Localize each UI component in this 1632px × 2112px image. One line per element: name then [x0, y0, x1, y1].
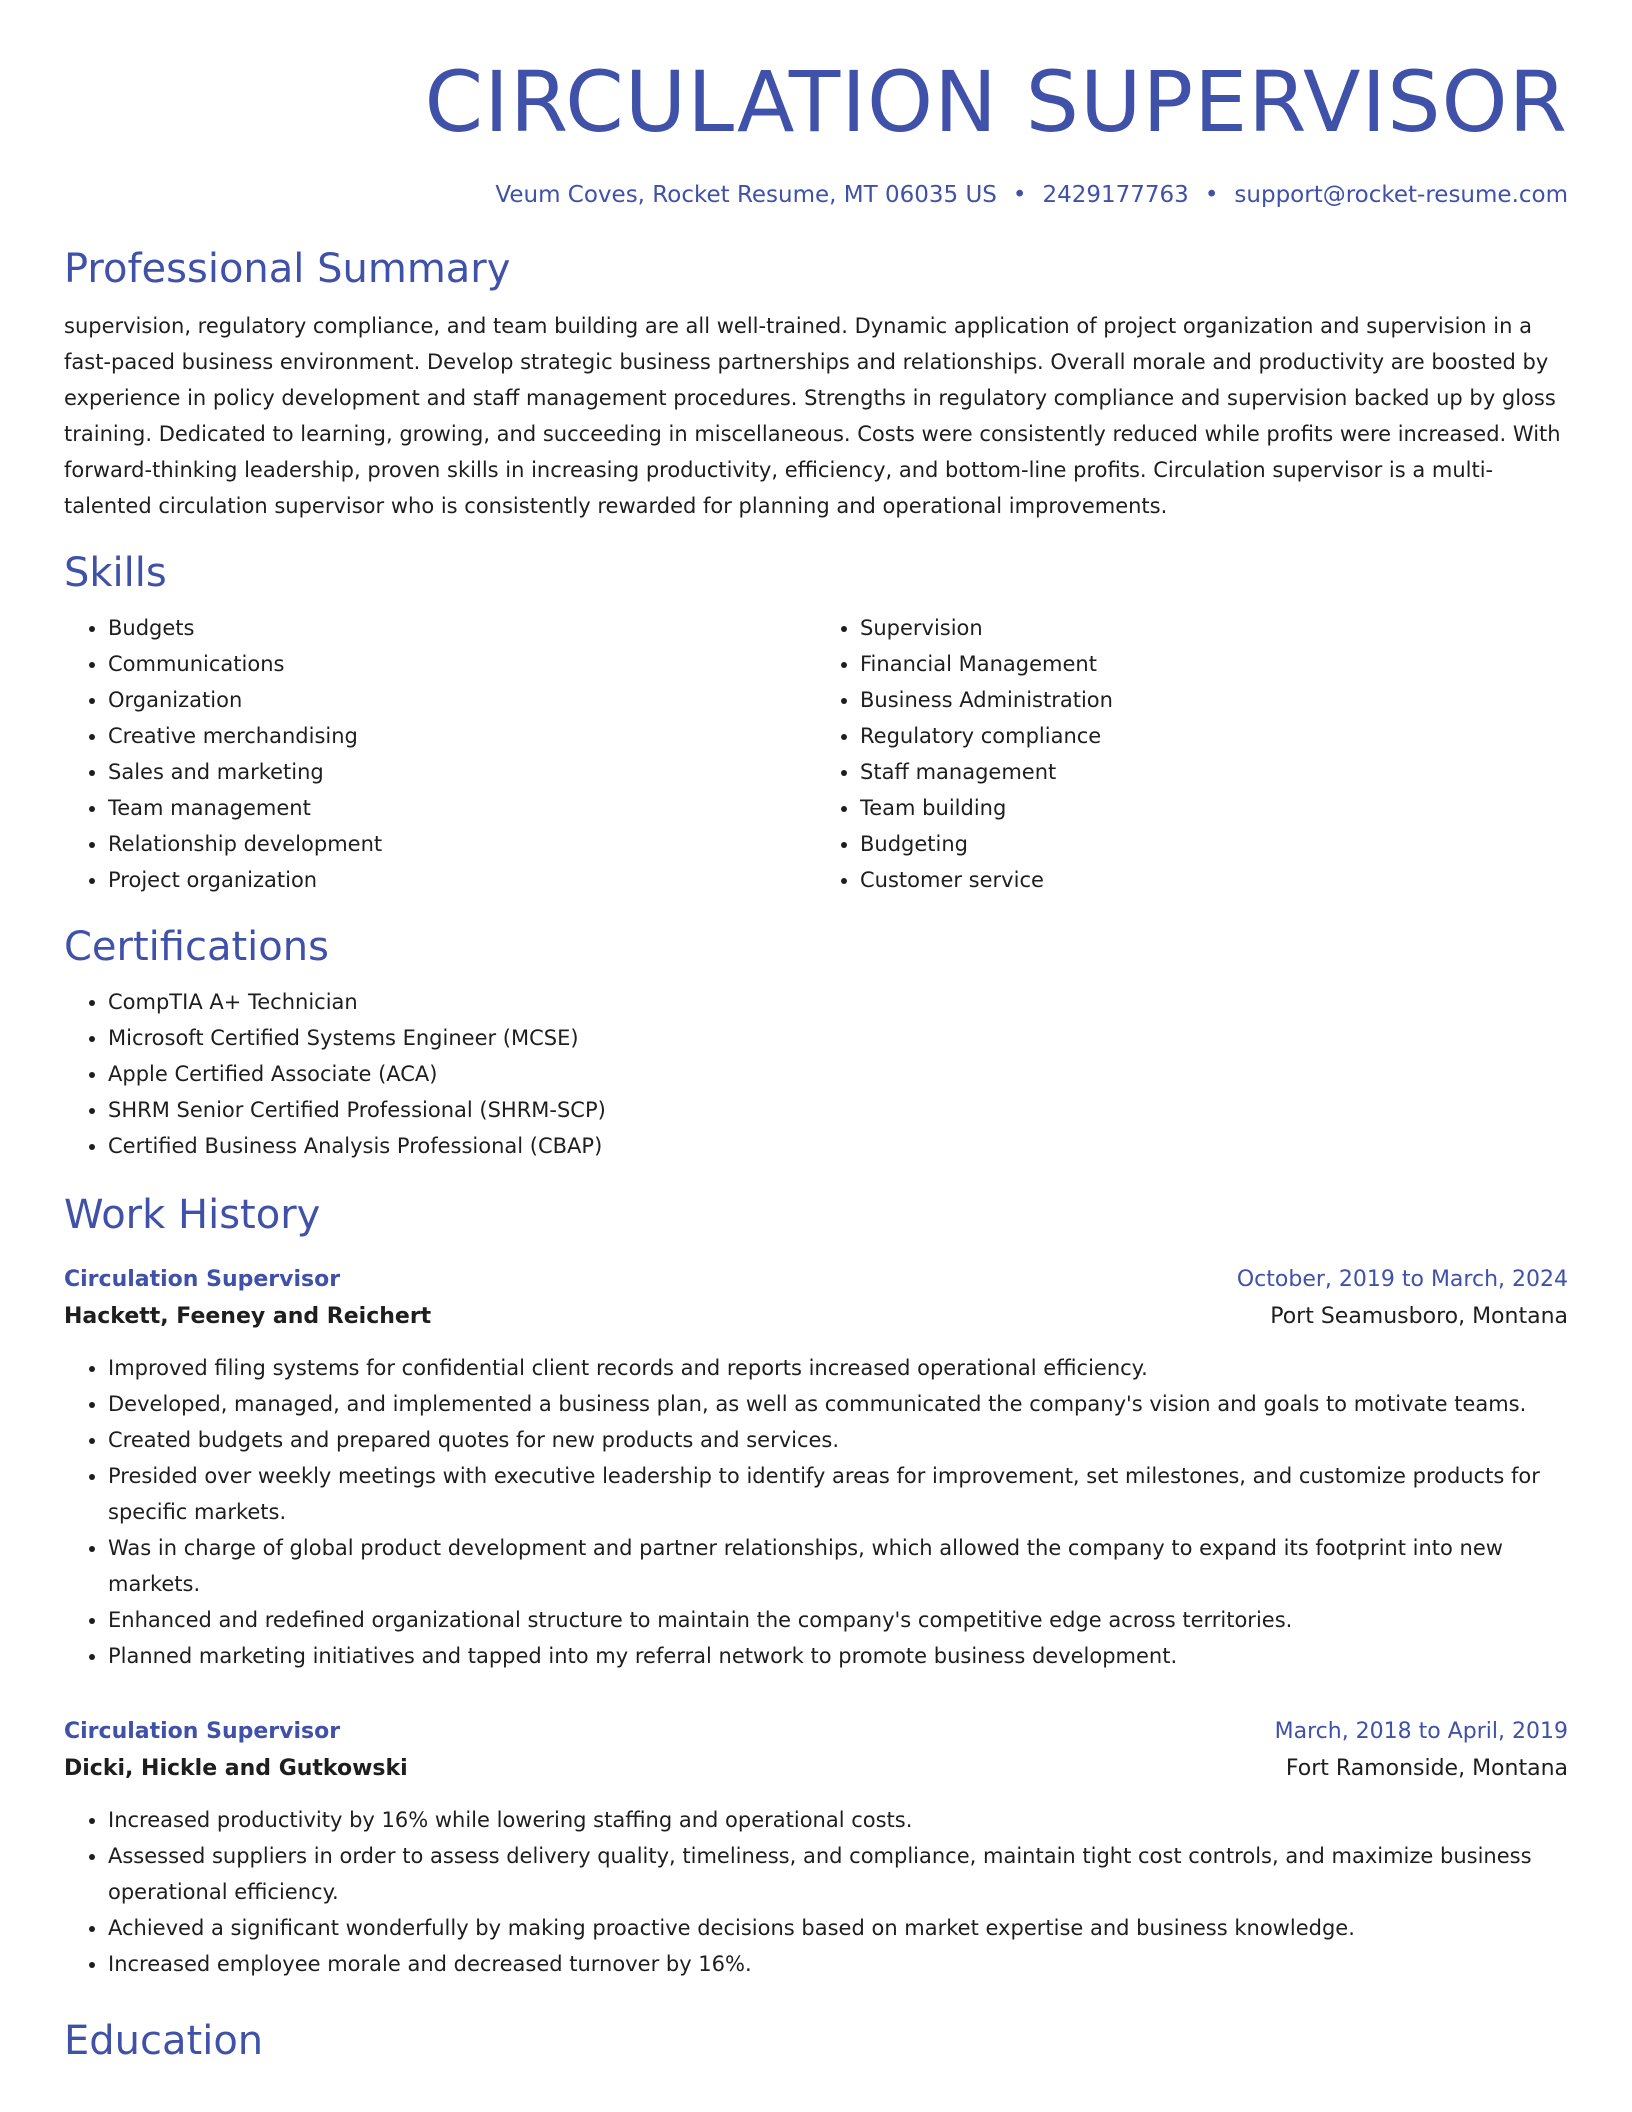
job-location: Fort Ramonside, Montana [1285, 1756, 1568, 1781]
certifications-list [64, 984, 1568, 1164]
job-bullet: • Achieved a significant wonderfully by making proactive decisions based on market expertise and business knowledge. [108, 1910, 1568, 1946]
contact-line [64, 180, 1568, 210]
skills-heading: Skills [64, 550, 167, 596]
certification-item: • Certified Business Analysis Professional (CBAP) [108, 1128, 1568, 1164]
job-bullets [64, 1350, 1568, 1674]
contact-separator: • [1204, 182, 1219, 208]
job-bullet: • Enhanced and redefined organizational structure to maintain the company's competitive edge across territories. [108, 1602, 1568, 1638]
certification-item: • Microsoft Certified Systems Engineer (MCSE) [108, 1020, 1568, 1056]
job-bullets [64, 1802, 1568, 1982]
skills-columns [64, 610, 1568, 898]
job-bullet: • Was in charge of global product development and partner relationships, which allowed the company to expand its footprint into new markets. [108, 1530, 1568, 1602]
job-bullet: • Planned marketing initiatives and tapped into my referral network to promote business development. [108, 1638, 1568, 1674]
skills-right-list [816, 610, 1568, 898]
job-bullet: • Created budgets and prepared quotes for new products and services. [108, 1422, 1568, 1458]
contact-phone[interactable]: 2429177763 [1042, 182, 1189, 208]
job-bullet: • Improved filing systems for confidential client records and reports increased operational efficiency. [108, 1350, 1568, 1386]
certifications-section [64, 922, 1568, 1164]
candidate-title: CIRCULATION SUPERVISOR [424, 53, 1568, 151]
job-company: Hackett, Feeney and Reichert [64, 1304, 432, 1329]
job-company-row [64, 1298, 1568, 1336]
skill-item: • Team building [860, 790, 1568, 826]
work-history-section [64, 1190, 1568, 1982]
certification-item: • Apple Certified Associate (ACA) [108, 1056, 1568, 1092]
skill-item: • Budgets [108, 610, 816, 646]
job-location: Port Seamusboro, Montana [1270, 1304, 1568, 1329]
skill-item: • Customer service [860, 862, 1568, 898]
job-dates: October, 2019 to March, 2024 [1236, 1267, 1568, 1292]
resume-header [64, 0, 1568, 210]
job-bullet: • Presided over weekly meetings with executive leadership to identify areas for improvement, set milestones, and customize products for specific markets. [108, 1458, 1568, 1530]
job-title: Circulation Supervisor [64, 1719, 341, 1744]
job-dates: March, 2018 to April, 2019 [1274, 1719, 1568, 1744]
job-title: Circulation Supervisor [64, 1267, 341, 1292]
job-company: Dicki, Hickle and Gutkowski [64, 1756, 408, 1781]
skill-item: • Organization [108, 682, 816, 718]
skill-item: • Creative merchandising [108, 718, 816, 754]
job-company-row [64, 1750, 1568, 1788]
skill-item: • Supervision [860, 610, 1568, 646]
work-history-heading: Work History [64, 1192, 321, 1238]
certification-item: • SHRM Senior Certified Professional (SHRM-SCP) [108, 1092, 1568, 1128]
contact-address: Veum Coves, Rocket Resume, MT 06035 US [495, 182, 997, 208]
skill-item: • Communications [108, 646, 816, 682]
certification-item: • CompTIA A+ Technician [108, 984, 1568, 1020]
summary-heading: Professional Summary [64, 246, 511, 292]
skill-item: • Team management [108, 790, 816, 826]
skill-item: • Staff management [860, 754, 1568, 790]
skills-section [64, 548, 1568, 898]
skill-item: • Budgeting [860, 826, 1568, 862]
job-title-row [64, 1262, 1568, 1298]
skill-item: • Business Administration [860, 682, 1568, 718]
job-bullet: • Increased productivity by 16% while lowering staffing and operational costs. [108, 1802, 1568, 1838]
job-entry [64, 1262, 1568, 1674]
job-bullet: • Increased employee morale and decreased turnover by 16%. [108, 1946, 1568, 1982]
skill-item: • Project organization [108, 862, 816, 898]
education-heading: Education [64, 2018, 264, 2064]
skill-item: • Relationship development [108, 826, 816, 862]
job-bullet: • Developed, managed, and implemented a business plan, as well as communicated the company's vision and goals to motivate teams. [108, 1386, 1568, 1422]
job-title-row [64, 1714, 1568, 1750]
education-section [64, 2016, 1568, 2066]
skill-item: • Financial Management [860, 646, 1568, 682]
contact-separator: • [1012, 182, 1027, 208]
skills-left-list [64, 610, 816, 898]
skill-item: • Regulatory compliance [860, 718, 1568, 754]
skill-item: • Sales and marketing [108, 754, 816, 790]
summary-section [64, 244, 1568, 524]
job-entry [64, 1714, 1568, 1982]
contact-email[interactable]: support@rocket-resume.com [1234, 182, 1568, 208]
job-bullet: • Assessed suppliers in order to assess delivery quality, timeliness, and compliance, maintain tight cost controls, and maximize business operational efficiency. [108, 1838, 1568, 1910]
summary-text: supervision, regulatory compliance, and team building are all well-trained. Dynamic application of project organization and supervision in a fast-paced business environment. Develop strategic business partnerships and relationships. Overall morale and productivity are boosted by experience in policy development and staff management procedures. Strengths in regulatory compliance and supervision backed up by gloss training. Dedicated to learning, growing, and succeeding in miscellaneous. Costs were consistently reduced while profits were increased. With forward-thinking leadership, proven skills in increasing productivity, efficiency, and bottom-line profits. Circulation supervisor is a multi-talented circulation supervisor who is consistently rewarded for planning and operational improvements. [64, 314, 1561, 518]
certifications-heading: Certifications [64, 924, 329, 970]
